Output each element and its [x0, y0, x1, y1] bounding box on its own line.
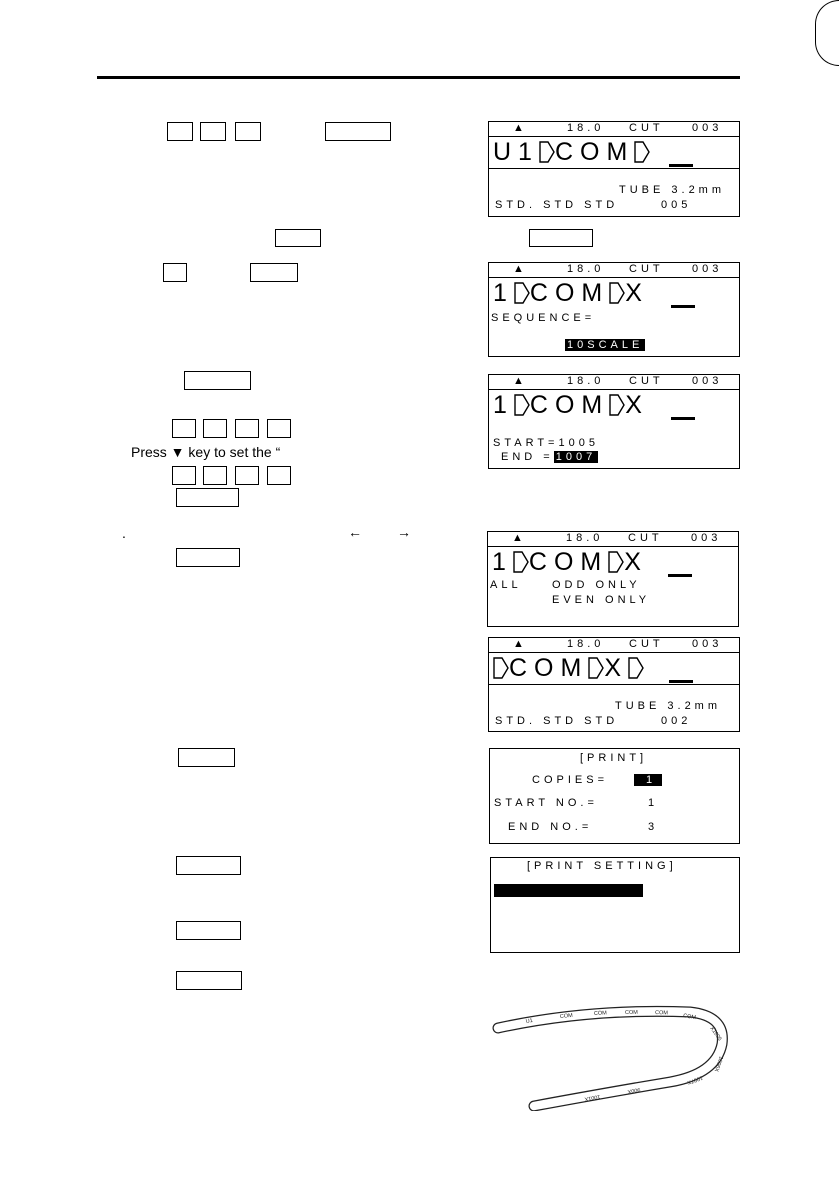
- char-count: 003: [692, 638, 723, 650]
- start-no-label: START NO.=: [494, 797, 598, 809]
- option-even[interactable]: EVEN ONLY: [552, 594, 651, 606]
- tube-label: U1: [525, 1017, 534, 1025]
- tube-label: COM: [682, 1013, 697, 1022]
- page-count: 002: [661, 715, 692, 727]
- lcd-screen-6: [489, 748, 740, 844]
- lcd-status-bar: [489, 638, 739, 653]
- key-14[interactable]: [172, 466, 196, 485]
- separator-icon: [609, 282, 625, 304]
- lcd-screen-3: [488, 374, 740, 469]
- triangle-icon: ▲: [513, 263, 528, 275]
- arrow-right-icon: →: [397, 524, 411, 540]
- key-11[interactable]: [203, 419, 227, 438]
- cut-mode: CUT: [629, 638, 664, 650]
- start-row: [493, 437, 599, 449]
- key-13[interactable]: [267, 419, 291, 438]
- tube-size: TUBE 3.2mm: [619, 184, 726, 196]
- text-cursor: [671, 305, 695, 308]
- tape-length: 18.0: [567, 375, 605, 387]
- triangle-icon: ▲: [512, 532, 527, 544]
- text-com: COM: [509, 654, 589, 682]
- print-setting-title: [PRINT SETTING]: [527, 860, 677, 872]
- tape-length: 18.0: [567, 263, 605, 275]
- cut-mode: CUT: [629, 263, 664, 275]
- tube-label: COM: [593, 1010, 607, 1017]
- key-23[interactable]: [176, 971, 242, 990]
- text-com: COM: [529, 279, 610, 307]
- end-value: 1007: [555, 451, 597, 463]
- text-cursor: [668, 574, 692, 577]
- separator-icon: [514, 394, 530, 416]
- key-16[interactable]: [235, 466, 259, 485]
- end-no-value[interactable]: 3: [648, 821, 659, 833]
- triangle-icon: ▲: [513, 375, 528, 387]
- separator-icon: [628, 657, 644, 679]
- key-15[interactable]: [203, 466, 227, 485]
- key-6[interactable]: [529, 229, 593, 247]
- lcd-text-line: [492, 548, 648, 576]
- option-odd[interactable]: ODD ONLY: [552, 579, 641, 591]
- triangle-icon: ▲: [513, 122, 528, 134]
- key-12[interactable]: [235, 419, 259, 438]
- key-18[interactable]: [176, 488, 239, 507]
- key-2[interactable]: [200, 122, 226, 141]
- lcd-divider: [489, 168, 739, 169]
- separator-icon: [609, 394, 625, 416]
- lcd-status-bar: [489, 263, 739, 278]
- end-no-label: END NO.=: [508, 821, 593, 833]
- header-rule: [97, 76, 740, 79]
- cut-mode: CUT: [629, 375, 664, 387]
- start-no-value[interactable]: 1: [648, 797, 659, 809]
- end-row: [501, 451, 598, 463]
- printed-tube-illustration: [490, 998, 735, 1111]
- start-label: START=: [493, 437, 559, 449]
- key-4[interactable]: [325, 122, 391, 141]
- text-x: X: [604, 654, 629, 682]
- text-prefix: 1: [492, 548, 513, 576]
- separator-icon: [513, 551, 529, 573]
- selection-bar[interactable]: [494, 884, 643, 897]
- start-value: 1005: [558, 437, 599, 449]
- key-10[interactable]: [172, 419, 196, 438]
- separator-icon: [539, 141, 555, 163]
- tube-label: X1005: [708, 1025, 723, 1043]
- key-5[interactable]: [275, 229, 321, 247]
- lcd-screen-7: [490, 857, 740, 953]
- tube-label: 1007X: [686, 1074, 704, 1086]
- binder-hole: [815, 0, 839, 66]
- std-settings: STD. STD STD: [495, 199, 619, 211]
- separator-icon: [608, 551, 624, 573]
- separator-icon: [493, 657, 509, 679]
- lcd-screen-1: [488, 121, 740, 217]
- text-x: X: [625, 391, 649, 419]
- text-com: COM: [529, 391, 610, 419]
- tube-size: TUBE 3.2mm: [615, 700, 722, 712]
- text-com: COM: [528, 548, 609, 576]
- std-settings: STD. STD STD: [495, 715, 619, 727]
- tube-label: 1001X: [583, 1093, 601, 1102]
- tube-label: COM: [654, 1010, 668, 1017]
- tape-length: 18.0: [566, 532, 604, 544]
- period-text: .: [122, 525, 126, 541]
- text-prefix: 1: [493, 279, 514, 307]
- separator-icon: [514, 282, 530, 304]
- key-9[interactable]: [184, 371, 251, 390]
- text-cursor: [669, 680, 693, 683]
- tube-label: 1006X: [712, 1055, 724, 1073]
- lcd-screen-4: [487, 531, 739, 627]
- copies-label: COPIES=: [532, 774, 608, 786]
- key-1[interactable]: [167, 122, 193, 141]
- separator-icon: [634, 141, 650, 163]
- text-x: X: [624, 548, 648, 576]
- text-com: COM: [554, 138, 635, 166]
- key-7[interactable]: [163, 263, 187, 282]
- key-21[interactable]: [176, 856, 241, 875]
- char-count: 003: [692, 122, 723, 134]
- text-x: X: [625, 279, 649, 307]
- key-3[interactable]: [235, 122, 261, 141]
- lcd-text-line: [493, 654, 644, 682]
- lcd-screen-5: [488, 637, 740, 732]
- lcd-text-line: [493, 279, 649, 307]
- sequence-selected: 10SCALE: [567, 339, 644, 351]
- key-8[interactable]: [250, 263, 298, 282]
- tube-label: COM: [624, 1009, 638, 1016]
- text-prefix: 1: [493, 391, 514, 419]
- instruction-text: Press ▼ key to set the “: [131, 444, 281, 460]
- page-count: 005: [661, 199, 692, 211]
- char-count: 003: [692, 375, 723, 387]
- lcd-divider: [489, 684, 739, 685]
- key-22[interactable]: [176, 921, 241, 940]
- sequence-label: SEQUENCE=: [491, 312, 596, 324]
- tape-length: 18.0: [567, 122, 605, 134]
- arrow-left-icon: ←: [348, 524, 362, 540]
- lcd-text-line: [493, 391, 649, 419]
- print-title: [PRINT]: [580, 752, 648, 764]
- text-cursor: [671, 417, 695, 420]
- char-count: 003: [692, 263, 723, 275]
- cut-mode: CUT: [629, 122, 664, 134]
- lcd-text-line: [493, 138, 650, 166]
- tape-length: 18.0: [567, 638, 605, 650]
- key-20[interactable]: [178, 748, 235, 767]
- tube-label: COM: [559, 1012, 573, 1020]
- lcd-screen-2: [488, 262, 740, 357]
- triangle-icon: ▲: [513, 638, 528, 650]
- separator-icon: [588, 657, 604, 679]
- option-all[interactable]: ALL: [490, 579, 522, 591]
- key-17[interactable]: [267, 466, 291, 485]
- text-cursor: [669, 164, 693, 167]
- cut-mode: CUT: [628, 532, 663, 544]
- end-label: END =: [501, 451, 554, 463]
- lcd-status-bar: [488, 532, 738, 547]
- tube-label: 900X: [626, 1086, 641, 1095]
- copies-value[interactable]: 1: [634, 774, 662, 786]
- char-count: 003: [691, 532, 722, 544]
- lcd-status-bar: [489, 375, 739, 390]
- key-19[interactable]: [176, 548, 240, 567]
- lcd-status-bar: [489, 122, 739, 137]
- text-u1: U1: [493, 138, 539, 166]
